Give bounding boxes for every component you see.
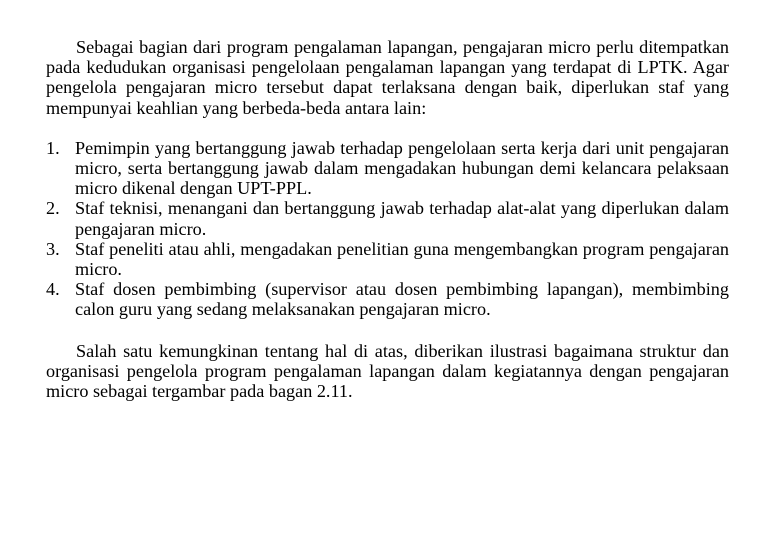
staff-list bbox=[46, 138, 729, 320]
document-page bbox=[46, 37, 729, 401]
list-item-text: Staf dosen pembimbing (supervisor atau dosen pembimbing lapangan), membimbing calon guru yang sedang melaksanakan pengajaran micro. bbox=[75, 279, 729, 320]
list-item bbox=[46, 279, 729, 319]
list-item bbox=[46, 138, 729, 199]
list-item-text: Pemimpin yang bertanggung jawab terhadap pengelolaan serta kerja dari unit pengajaran micro, serta bertanggung jawab dalam mengadakan hubungan demi kelancara pelaksaan micro dikenal dengan UPT-PPL. bbox=[75, 137, 729, 199]
list-number: 2. bbox=[46, 198, 60, 219]
list-item-text: Staf peneliti atau ahli, mengadakan penelitian guna mengembangkan program pengajaran micro. bbox=[75, 238, 729, 280]
closing-paragraph: Salah satu kemungkinan tentang hal di atas, diberikan ilustrasi bagaimana struktur dan organisasi pengelola program pengalaman lapangan dalam kegiatannya dengan pengajaran micro sebagai tergambar pada bagan 2.11. bbox=[46, 340, 729, 402]
list-number: 3. bbox=[46, 238, 60, 259]
list-number: 4. bbox=[46, 279, 60, 300]
intro-paragraph: Sebagai bagian dari program pengalaman lapangan, pengajaran micro perlu ditempatkan pada kedudukan organisasi pengelolaan pengalaman lapangan yang terdapat di LPTK. Agar pengelola pengajaran micro tersebut dapat terlaksana dengan baik, diperlukan staf yang mempunyai keahlian yang berbeda-beda antara lain: bbox=[46, 37, 729, 118]
list-number: 1. bbox=[46, 137, 60, 158]
list-item bbox=[46, 198, 729, 238]
list-item-text: Staf teknisi, menangani dan bertanggung jawab terhadap alat-alat yang diperlukan dalam pengajaran micro. bbox=[75, 198, 729, 239]
list-item bbox=[46, 239, 729, 279]
